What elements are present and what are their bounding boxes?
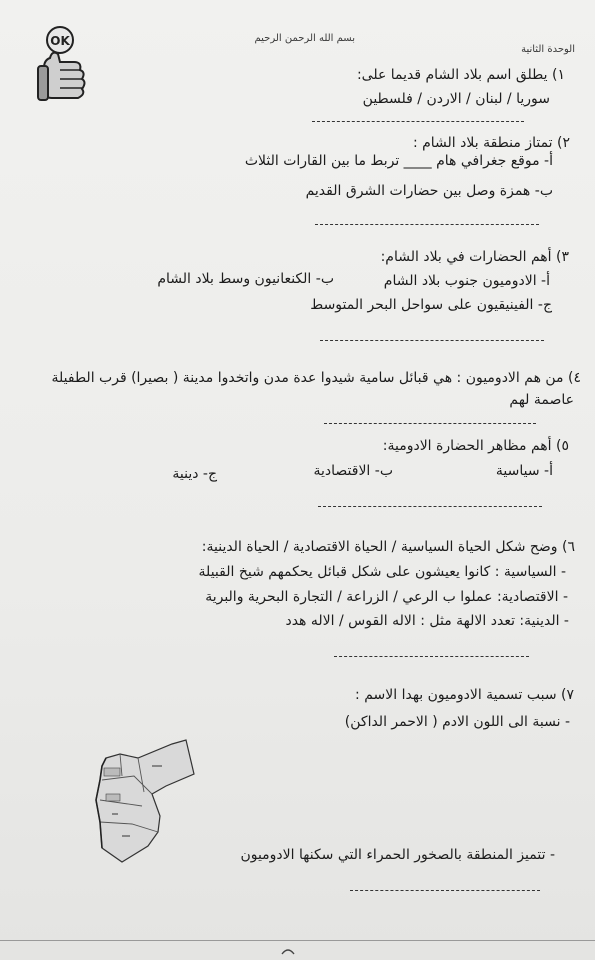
q3-item-b: ب- الكنعانيون وسط بلاد الشام <box>157 271 334 287</box>
q4-continuation: عاصمة لهم <box>509 392 574 408</box>
q4-answer-line <box>324 423 536 424</box>
ok-text: OK <box>50 34 70 48</box>
q7-answer-line <box>350 890 540 891</box>
q6-political: - السياسية : كانوا يعيشون على شكل قبائل يحكمهم شيخ القبيلة <box>198 564 566 580</box>
q5-item-a: أ- سياسية <box>495 463 553 479</box>
q3-answer-line <box>320 340 544 341</box>
ok-thumbs-up-icon <box>30 24 94 110</box>
unit-title: الوحدة الثانية <box>521 44 575 55</box>
q6-religious: - الدينية: تعدد الالهة مثل : الاله القوس / الاله هدد <box>285 613 569 629</box>
q6-economic: - الاقتصادية: عملوا ب الرعي / الزراعة / التجارة البحرية والبرية <box>205 589 568 605</box>
q7-reason-1: - نسبة الى اللون الادم ( الاحمر الداكن) <box>344 714 570 730</box>
q2-answer-line <box>315 224 539 225</box>
q6-question: ٦) وضح شكل الحياة السياسية / الحياة الاقتصادية / الحياة الدينية: <box>201 539 575 555</box>
q5-item-b: ب- الاقتصادية <box>313 463 393 479</box>
q5-question: ٥) أهم مظاهر الحضارة الادومية: <box>382 438 569 454</box>
page-bottom-edge <box>0 940 595 941</box>
q3-item-c: ج- الفينيقيون على سواحل البحر المتوسط <box>310 297 552 313</box>
q1-answer: سوريا / لبنان / الاردن / فلسطين <box>362 91 550 107</box>
q4-question: ٤) من هم الادوميون : هي قبائل سامية شيدوا عدة مدن واتخدوا مدينة ( بصيرا) قرب الطفيلة <box>51 370 581 386</box>
q6-answer-line <box>334 656 529 657</box>
q1-answer-line <box>312 121 524 122</box>
q7-question: ٧) سبب تسمية الادوميون بهدا الاسم : <box>355 687 574 703</box>
q2-question: ٢) تمتاز منطقة بلاد الشام : <box>412 135 570 151</box>
q5-answer-line <box>318 506 542 507</box>
q2-item-b: ب- همزة وصل بين حضارات الشرق القديم <box>305 183 553 199</box>
basmala-header: بسم الله الرحمن الرحيم <box>254 33 355 44</box>
q3-item-a: أ- الادوميون جنوب بلاد الشام <box>383 273 550 289</box>
q2-item-a: أ- موقع جغرافي هام ____ تربط ما بين القارات الثلاث <box>244 153 553 169</box>
q3-question: ٣) أهم الحضارات في بلاد الشام: <box>380 249 569 265</box>
q1-question: ١) يطلق اسم بلاد الشام قديما على: <box>356 67 565 83</box>
page-fold-mark <box>280 946 296 956</box>
q7-reason-2: - تتميز المنطقة بالصخور الحمراء التي سكنها الادوميون <box>240 847 555 863</box>
q5-item-c: ج- دينية <box>172 466 217 482</box>
jordan-map-icon <box>82 736 202 866</box>
